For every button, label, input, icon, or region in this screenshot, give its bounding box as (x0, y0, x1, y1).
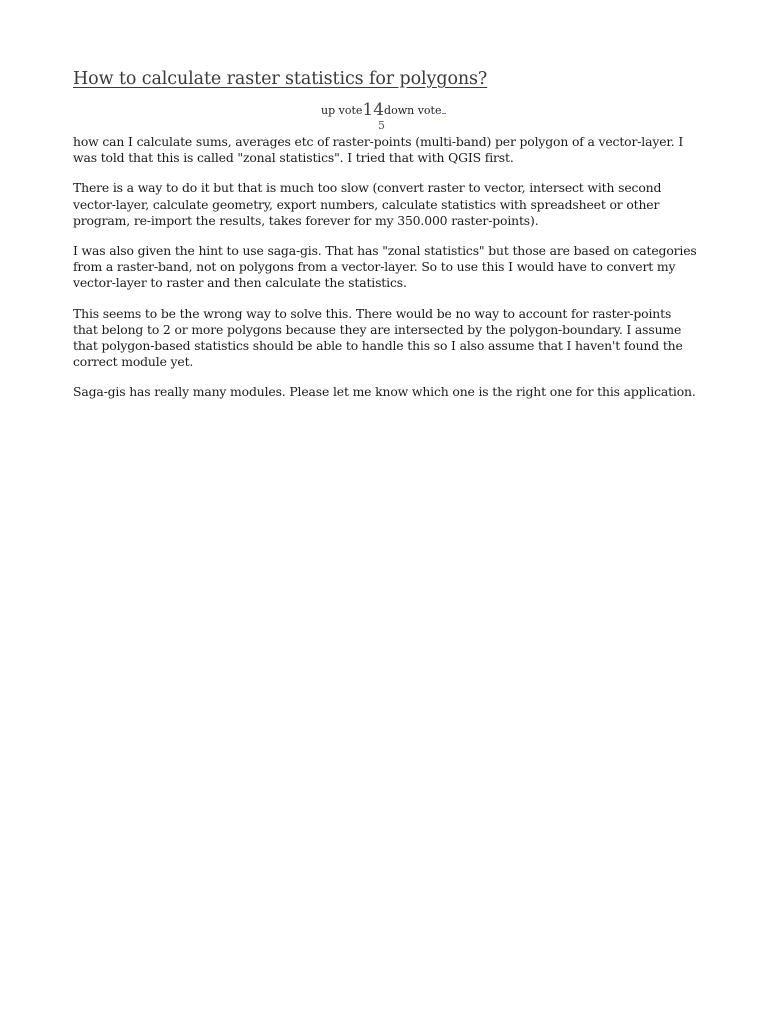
down-vote-link[interactable]: down vote (384, 104, 442, 117)
question-page (73, 66, 698, 400)
body-paragraph: I was also given the hint to use saga-gis. That has "zonal statistics" but those are based on categories from a raster-band, not on polygons from a vector-layer. So to use this I would have to convert my vector-layer to raster and then calculate the statistics. (73, 243, 697, 291)
favorite-count: 5 (378, 119, 385, 132)
body-paragraph: how can I calculate sums, averages etc of raster-points (multi-band) per polygon of a vector-layer. I was told that this is called "zonal statistics". I tried that with QGIS first. (73, 134, 684, 166)
vote-block (321, 100, 481, 136)
body-paragraph: There is a way to do it but that is much too slow (convert raster to vector, intersect with second vector-layer, calculate geometry, export numbers, calculate statistics with spreadsheet or other program, re-import the results, takes forever for my 350.000 raster-points). (73, 180, 662, 228)
vote-line (321, 100, 446, 121)
question-body (73, 134, 698, 415)
question-title[interactable]: How to calculate raster statistics for polygons? (73, 69, 488, 89)
vote-count: 14 (362, 100, 385, 120)
favorite-link[interactable] (442, 112, 446, 114)
body-paragraph: Saga-gis has really many modules. Please let me know which one is the right one for this application. (73, 384, 696, 400)
body-paragraph: This seems to be the wrong way to solve this. There would be no way to account for raster-points that belong to 2 or more polygons because they are intersected by the polygon-boundary. I assume that polygon-based statistics should be able to handle this so I also assume that I haven't found the correct module yet. (73, 305, 683, 370)
up-vote-link[interactable]: up vote (321, 104, 363, 117)
